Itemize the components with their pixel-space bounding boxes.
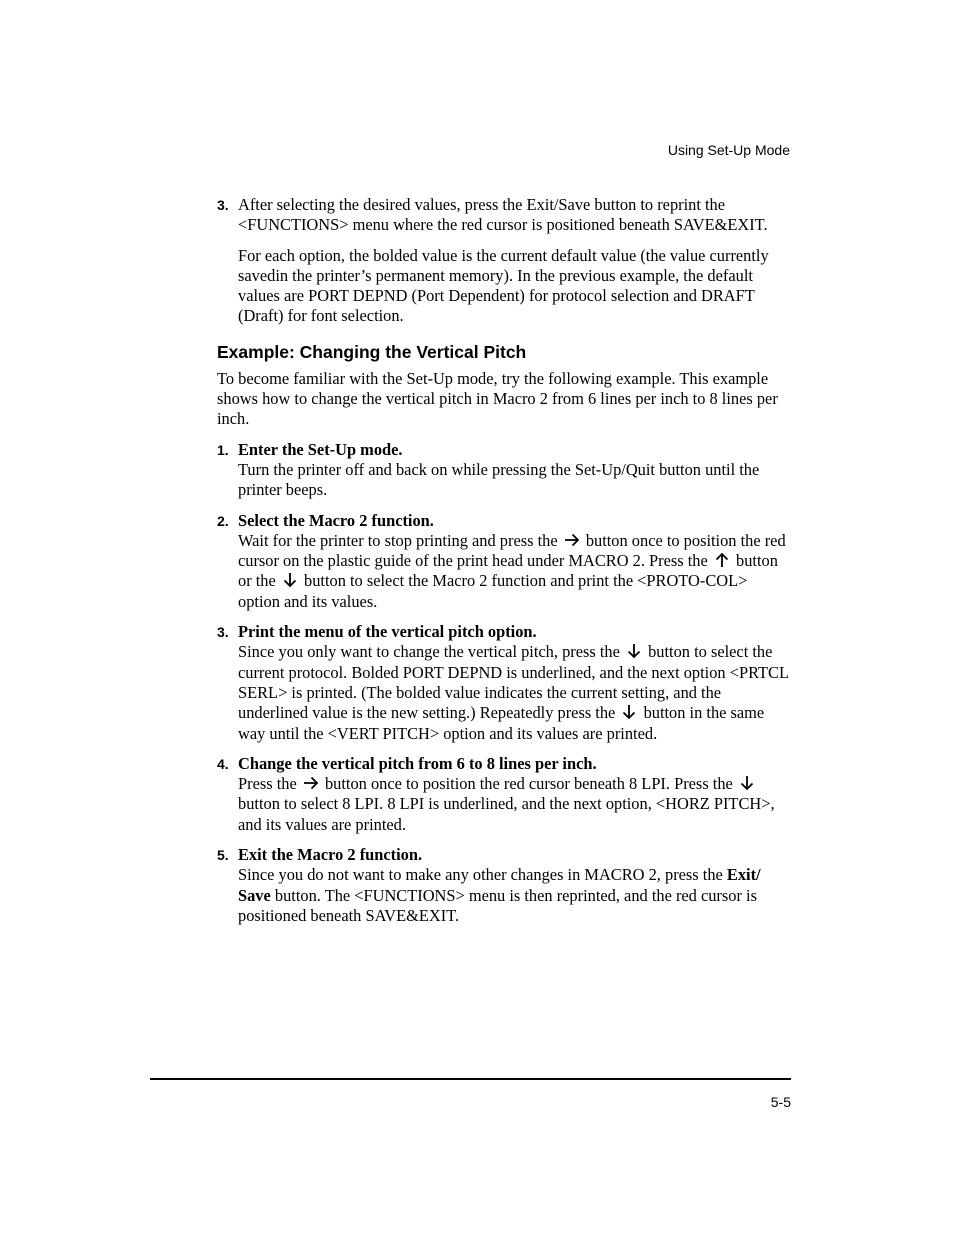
step-body bbox=[238, 622, 793, 744]
step-number: 5. bbox=[217, 847, 229, 864]
section-heading: Example: Changing the Vertical Pitch bbox=[217, 341, 527, 362]
step-text bbox=[238, 460, 793, 501]
step-3-save bbox=[217, 195, 793, 327]
step-text-segment: button or the bbox=[238, 551, 778, 591]
step-text-segment: Since you only want to change the vertical pitch, press the bbox=[238, 642, 620, 662]
step-number: 4. bbox=[217, 755, 229, 772]
section-intro: To become familiar with the Set-Up mode, try the following example. This example shows how to change the vertical pitch in Macro 2 from 6 lines per inch to 8 lines per inch. bbox=[217, 368, 778, 429]
step-body bbox=[238, 440, 793, 501]
down-arrow-icon bbox=[621, 704, 637, 720]
step-body bbox=[238, 195, 793, 327]
step-text-segment: button to select the Macro 2 function and print the <PROTO-COL> option and its values. bbox=[238, 571, 748, 611]
example-step-1 bbox=[217, 440, 793, 501]
step-number: 1. bbox=[217, 441, 229, 458]
running-header: Using Set-Up Mode bbox=[667, 142, 790, 158]
step-number: 3. bbox=[217, 624, 229, 641]
down-arrow-icon bbox=[282, 572, 298, 588]
step-text bbox=[238, 531, 793, 612]
step-text-segment: button to select 8 LPI. 8 LPI is underlined, and the next option, <HORZ PITCH>, and its values are printed. bbox=[238, 794, 775, 834]
step-body bbox=[238, 511, 793, 612]
step-number: 2. bbox=[217, 512, 229, 529]
step-paragraph: After selecting the desired values, press the Exit/Save button to reprint the <FUNCTIONS> menu where the red cursor is positioned beneath SAVE&EXIT. bbox=[238, 195, 768, 235]
step-number: 3. bbox=[217, 197, 229, 213]
step-text-segment: button once to position the red cursor on the plastic guide of the print head under MACRO 2. Press the bbox=[238, 530, 786, 571]
step-title: Enter the Set-Up mode. bbox=[238, 439, 403, 459]
step-title: Exit the Macro 2 function. bbox=[238, 845, 423, 865]
step-text-segment: Press the bbox=[238, 774, 297, 794]
example-step-4 bbox=[217, 754, 793, 835]
footer-rule bbox=[150, 1078, 791, 1080]
example-step-3 bbox=[217, 622, 793, 744]
step-text-segment: Wait for the printer to stop printing and press the bbox=[238, 530, 558, 550]
up-arrow-icon bbox=[714, 552, 730, 568]
step-text-segment: Turn the printer off and back on while pressing the Set-Up/Quit button until the printer beeps. bbox=[238, 459, 760, 500]
step-text bbox=[238, 642, 793, 743]
right-arrow-icon bbox=[303, 775, 319, 791]
page-content bbox=[217, 195, 793, 936]
example-step-2 bbox=[217, 511, 793, 612]
step-body bbox=[238, 845, 793, 926]
step-paragraph: For each option, the bolded value is the current default value (the value currently savedin the printer’s permanent memory). In the previous example, the default values are PORT DEPND (Port Dependent) for protocol selection and DRAFT (Draft) for font selection. bbox=[238, 245, 769, 326]
step-text bbox=[238, 774, 793, 835]
step-title: Select the Macro 2 function. bbox=[238, 510, 434, 530]
example-step-5 bbox=[217, 845, 793, 926]
right-arrow-icon bbox=[564, 532, 580, 548]
page-number: 5-5 bbox=[770, 1094, 791, 1110]
step-text-segment: button. The <FUNCTIONS> menu is then reprinted, and the red cursor is positioned beneath SAVE&EXIT. bbox=[238, 885, 757, 925]
down-arrow-icon bbox=[626, 643, 642, 659]
exit-save-bold-text: Exit/ Save bbox=[238, 865, 761, 905]
step-title: Change the vertical pitch from 6 to 8 lines per inch. bbox=[238, 753, 597, 773]
step-text-segment: button to select the current protocol. Bolded PORT DEPND is underlined, and the next option <PRTCL SERL> is printed. (The bolded value indicates the current setting, and the underlined value is the new setting.) Repeatedly press the bbox=[238, 642, 789, 723]
step-body bbox=[238, 754, 793, 835]
step-text-segment: button in the same way until the <VERT PITCH> option and its values are printed. bbox=[238, 703, 765, 743]
step-text-segment: button once to position the red cursor beneath 8 LPI. Press the bbox=[324, 774, 733, 794]
step-text-segment: Since you do not want to make any other changes in MACRO 2, press the bbox=[238, 865, 723, 885]
down-arrow-icon bbox=[739, 775, 755, 791]
step-title: Print the menu of the vertical pitch option. bbox=[238, 622, 537, 642]
step-text bbox=[238, 865, 793, 926]
